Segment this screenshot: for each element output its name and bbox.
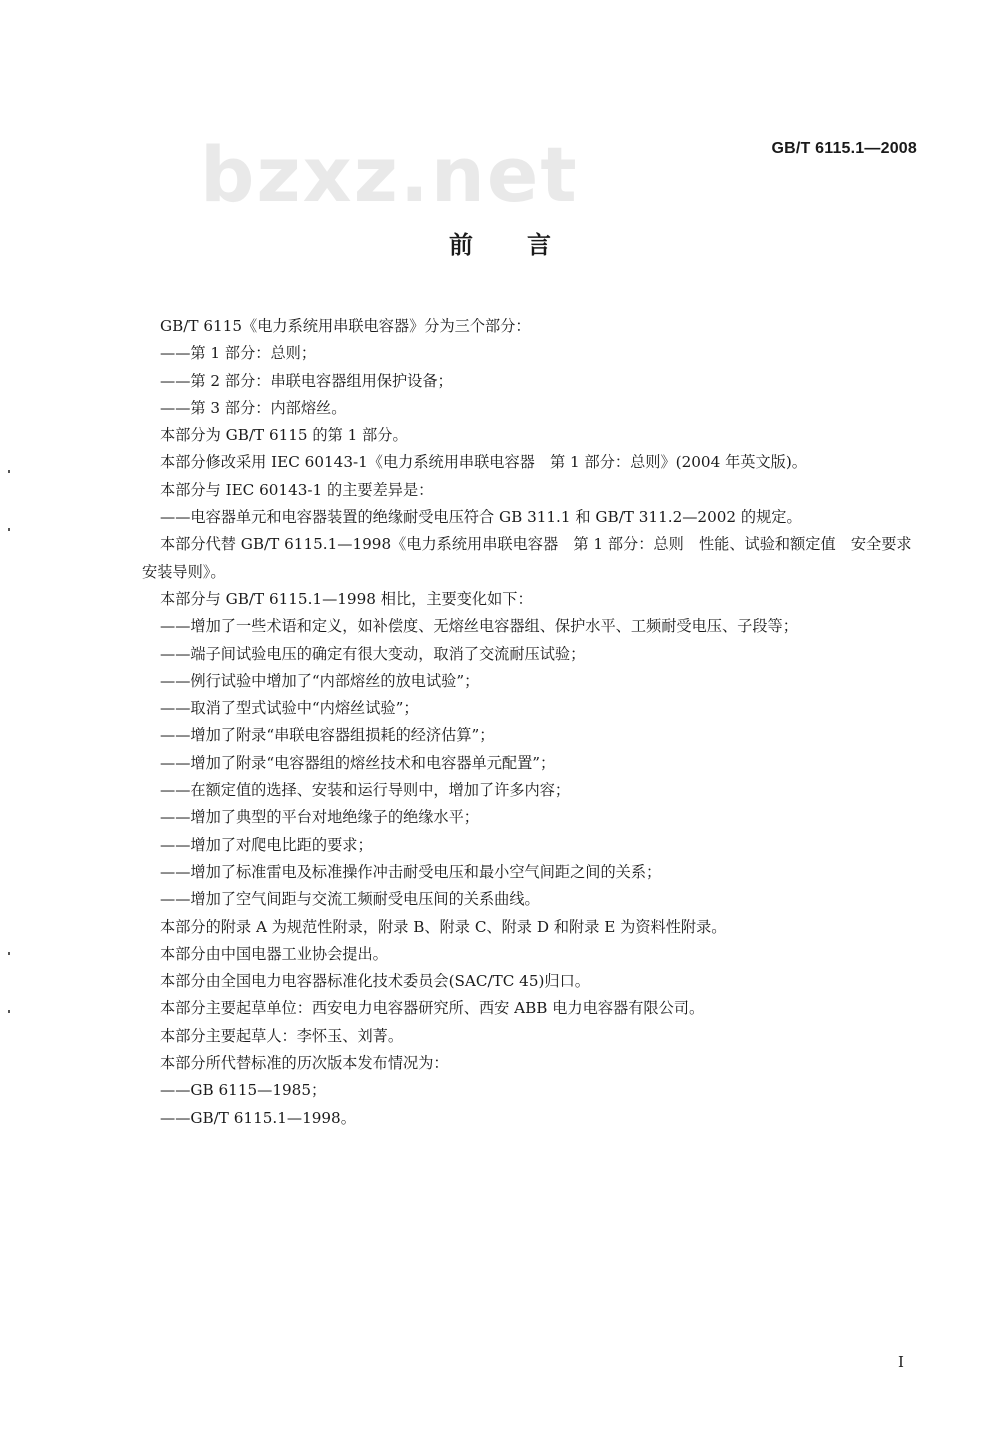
paragraph: 本部分由全国电力电容器标准化技术委员会(SAC/TC 45)归口。 <box>160 972 590 991</box>
paragraph: ——第 3 部分：内部熔丝。 <box>160 398 347 417</box>
paragraph: ——在额定值的选择、安装和运行导则中，增加了许多内容； <box>160 781 571 800</box>
paragraph: 本部分的附录 A 为规范性附录，附录 B、附录 C、附录 D 和附录 E 为资料性附录。 <box>160 917 727 936</box>
paragraph: ——例行试验中增加了“内部熔丝的放电试验”； <box>160 671 480 690</box>
paragraph: 本部分为 GB/T 6115 的第 1 部分。 <box>160 426 408 445</box>
paragraph: 本部分修改采用 IEC 60143-1《电力系统用串联电容器 第 1 部分：总则》(2004 年英文版)。 <box>160 453 807 472</box>
paragraph: ——取消了型式试验中“内熔丝试验”； <box>160 699 419 718</box>
paragraph: ——增加了对爬电比距的要求； <box>160 835 373 854</box>
paragraph: 本部分与 IEC 60143-1 的主要差异是： <box>160 480 434 499</box>
paragraph: ——增加了典型的平台对地绝缘子的绝缘水平； <box>160 808 479 827</box>
watermark: bzxz.net <box>200 130 579 219</box>
paragraph: ——端子间试验电压的确定有很大变动，取消了交流耐压试验； <box>160 644 586 663</box>
page-number: I <box>898 1353 904 1371</box>
paragraph: 本部分由中国电器工业协会提出。 <box>160 944 388 963</box>
paragraph: ——增加了标准雷电及标准操作冲击耐受电压和最小空气间距之间的关系； <box>160 862 662 881</box>
scan-mark <box>8 952 10 955</box>
standard-code: GB/T 6115.1—2008 <box>771 140 917 157</box>
scan-mark <box>8 1010 10 1013</box>
paragraph: 本部分所代替标准的历次版本发布情况为： <box>160 1054 449 1073</box>
paragraph: 本部分主要起草单位：西安电力电容器研究所、西安 ABB 电力电容器有限公司。 <box>160 999 705 1018</box>
paragraph: 本部分与 GB/T 6115.1—1998 相比，主要变化如下： <box>160 589 533 608</box>
paragraph: ——GB 6115—1985； <box>160 1081 327 1100</box>
paragraph: ——增加了空气间距与交流工频耐受电压间的关系曲线。 <box>160 890 540 909</box>
paragraph: 本部分主要起草人：李怀玉、刘菁。 <box>160 1026 403 1045</box>
paragraph: ——电容器单元和电容器装置的绝缘耐受电压符合 GB 311.1 和 GB/T 311.2—2002 的规定。 <box>160 508 802 527</box>
document-body <box>142 313 927 1132</box>
paragraph: ——增加了附录“电容器组的熔丝技术和电容器单元配置”； <box>160 753 556 772</box>
paragraph: GB/T 6115《电力系统用串联电容器》分为三个部分： <box>160 317 531 335</box>
scan-mark <box>8 528 10 531</box>
scan-mark <box>8 470 10 473</box>
paragraph: ——增加了附录“串联电容器组损耗的经济估算”； <box>160 726 495 745</box>
paragraph: ——第 1 部分：总则； <box>160 344 317 363</box>
paragraph: ——第 2 部分：串联电容器组用保护设备； <box>160 371 453 390</box>
paragraph: 本部分代替 GB/T 6115.1—1998《电力系统用串联电容器 第 1 部分：总则 性能、试验和额定值 安全要求 安装导则》。 <box>142 535 927 581</box>
page-title: 前言 <box>449 231 605 259</box>
paragraph: ——增加了一些术语和定义，如补偿度、无熔丝电容器组、保护水平、工频耐受电压、子段等； <box>160 617 798 636</box>
paragraph: ——GB/T 6115.1—1998。 <box>160 1108 356 1127</box>
